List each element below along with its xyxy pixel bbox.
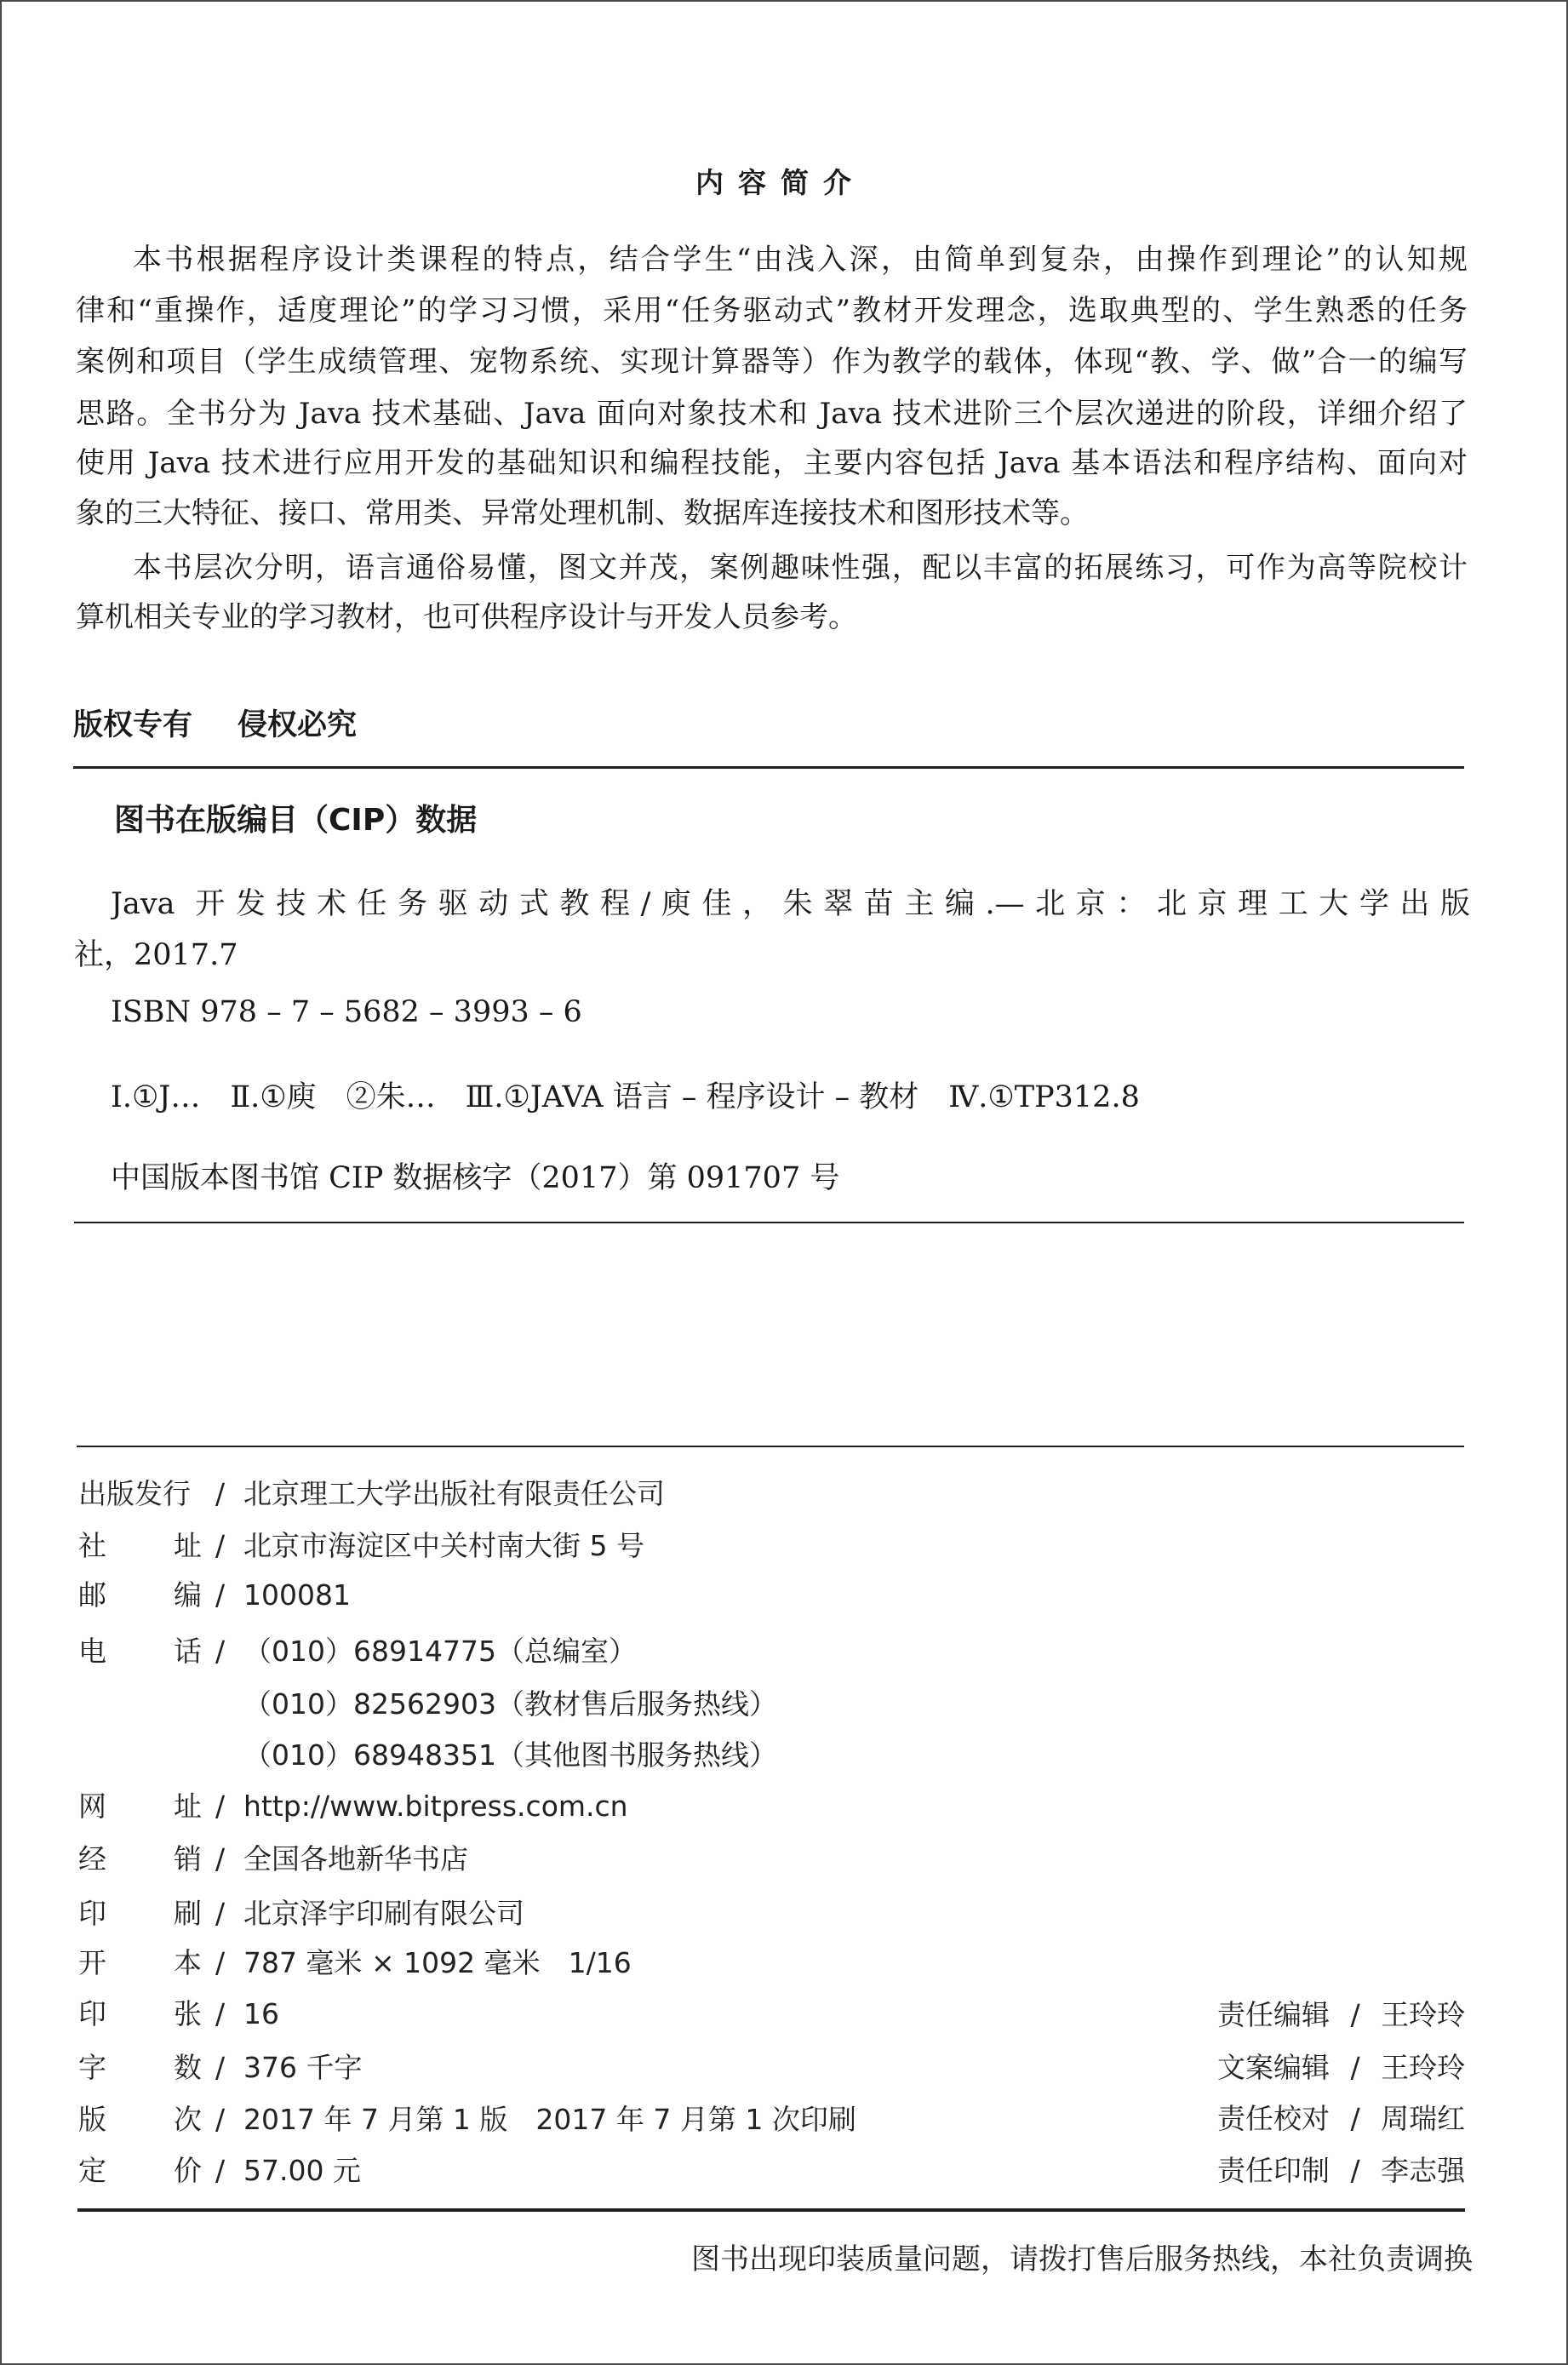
cip-verification-number: 中国版本图书馆 CIP 数据核字（2017）第 091707 号	[111, 1161, 840, 1195]
row-label: 刷	[174, 1897, 202, 1930]
summary-paragraph-line: 本书根据程序设计类课程的特点，结合学生“由浅入深，由简单到复杂，由操作到理论”的认知规	[133, 243, 1468, 277]
row-value: 787 毫米 × 1092 毫米 1/16	[243, 1946, 632, 1979]
summary-paragraph-line: 使用 Java 技术进行应用开发的基础知识和编程技能，主要内容包括 Java 基本语法和程序结构、面向对	[76, 446, 1468, 480]
publisher-row	[2, 1679, 1568, 1730]
row-value: 100081	[243, 1578, 351, 1612]
summary-paragraph-line: 思路。全书分为 Java 技术基础、Java 面向对象技术和 Java 技术进阶三个层次递进的阶段，详细介绍了	[76, 397, 1468, 431]
row-label: 网	[78, 1789, 106, 1823]
row-label: 出版发行	[78, 1477, 191, 1510]
row-value: 全国各地新华书店	[243, 1842, 468, 1875]
row-value: 北京市海淀区中关村南大街 5 号	[243, 1529, 644, 1562]
cip-isbn: ISBN 978 – 7 – 5682 – 3993 – 6	[111, 995, 582, 1029]
row-label: 印	[78, 1897, 106, 1930]
staff-separator: /	[1350, 2154, 1360, 2187]
divider-rule	[77, 2208, 1465, 2212]
cip-classification: Ⅰ.①J… Ⅱ.①庾 ②朱… Ⅲ.①JAVA 语言 – 程序设计 – 教材 Ⅳ.①TP312.8	[111, 1080, 1140, 1114]
row-label: 本	[174, 1946, 202, 1979]
summary-paragraph-line: 本书层次分明，语言通俗易懂，图文并茂，案例趣味性强，配以丰富的拓展练习，可作为高等院校计	[133, 551, 1468, 585]
publisher-row	[2, 1570, 1568, 1621]
row-label: 版	[78, 2103, 106, 2136]
row-value: 376 千字	[243, 2051, 363, 2084]
row-label: 开	[78, 1946, 106, 1979]
summary-paragraph-line: 律和“重操作，适度理论”的学习习惯，采用“任务驱动式”教材开发理念，选取典型的、学生熟悉的任务	[76, 294, 1468, 328]
row-value: 16	[243, 1997, 279, 2030]
row-label: 社	[78, 1529, 106, 1562]
row-label: 价	[174, 2154, 202, 2187]
row-label: 字	[78, 2051, 106, 2084]
row-label: 经	[78, 1842, 106, 1875]
row-label: 次	[174, 2103, 202, 2136]
staff-role: 文案编辑	[1217, 2051, 1330, 2084]
cip-title-line: Java 开发技术任务驱动式教程/庾佳，朱翠苗主编.—北京：北京理工大学出版	[111, 887, 1470, 921]
staff-credit	[1217, 1990, 1465, 2041]
divider-rule	[77, 1446, 1464, 1447]
row-value: （010）68948351（其他图书服务热线）	[243, 1738, 777, 1772]
row-separator: /	[215, 1635, 226, 1668]
staff-name: 王玲玲	[1381, 2051, 1466, 2084]
copyright-notice: 版权专有	[73, 708, 193, 742]
row-separator: /	[215, 1529, 226, 1562]
row-separator: /	[215, 2154, 226, 2187]
publisher-row	[2, 1730, 1568, 1781]
staff-name: 李志强	[1381, 2154, 1466, 2187]
staff-separator: /	[1350, 1998, 1360, 2031]
row-separator: /	[215, 1789, 226, 1823]
publisher-row	[2, 1938, 1568, 1989]
row-label: 数	[174, 2051, 202, 2084]
staff-credit	[1217, 2042, 1465, 2093]
row-value: 57.00 元	[243, 2154, 361, 2187]
row-separator: /	[215, 1477, 226, 1510]
row-value: 2017 年 7 月第 1 版 2017 年 7 月第 1 次印刷	[243, 2103, 856, 2136]
infringement-notice: 侵权必究	[237, 708, 358, 742]
row-label: 话	[174, 1635, 202, 1668]
divider-rule	[74, 1222, 1464, 1223]
row-label: 址	[174, 1529, 202, 1562]
cip-title-line: 社，2017.7	[74, 938, 238, 972]
row-label: 电	[78, 1635, 106, 1668]
summary-paragraph-line: 象的三大特征、接口、常用类、异常处理机制、数据库连接技术和图形技术等。	[76, 496, 1089, 530]
publisher-row	[2, 1626, 1568, 1677]
website-link: http://www.bitpress.com.cn	[243, 1789, 628, 1823]
row-value: 北京泽宇印刷有限公司	[243, 1897, 524, 1930]
row-label: 印	[78, 1997, 106, 2030]
row-separator: /	[215, 1842, 226, 1875]
staff-name: 王玲玲	[1381, 1998, 1466, 2031]
row-separator: /	[215, 1997, 226, 2030]
row-separator: /	[215, 2103, 226, 2136]
publisher-row	[2, 1469, 1568, 1520]
row-value: （010）82562903（教材售后服务热线）	[243, 1687, 777, 1721]
staff-name: 周瑞红	[1381, 2102, 1466, 2135]
staff-role: 责任编辑	[1217, 1998, 1330, 2031]
publisher-row	[2, 1781, 1568, 1832]
row-label: 张	[174, 1997, 202, 2030]
divider-rule	[73, 766, 1464, 769]
staff-role: 责任校对	[1217, 2102, 1330, 2135]
summary-paragraph-line: 算机相关专业的学习教材，也可供程序设计与开发人员参考。	[76, 600, 857, 634]
staff-separator: /	[1350, 2051, 1360, 2084]
summary-paragraph-line: 案例和项目（学生成绩管理、宠物系统、实现计算器等）作为教学的载体，体现“教、学、做”合一的编写	[76, 345, 1468, 379]
row-value: （010）68914775（总编室）	[243, 1635, 637, 1668]
row-label: 邮	[78, 1578, 106, 1612]
quality-notice: 图书出现印装质量问题，请拨打售后服务热线，本社负责调换	[691, 2242, 1473, 2276]
row-label: 定	[78, 2154, 106, 2187]
staff-credit	[1217, 2145, 1465, 2196]
publisher-row	[2, 1520, 1568, 1572]
staff-credit	[1217, 2093, 1465, 2145]
row-separator: /	[215, 1897, 226, 1930]
row-separator: /	[215, 2051, 226, 2084]
row-label: 编	[174, 1578, 202, 1612]
row-separator: /	[215, 1946, 226, 1979]
staff-role: 责任印制	[1217, 2154, 1330, 2187]
row-label: 销	[174, 1842, 202, 1875]
summary-title: 内容简介	[695, 166, 866, 199]
cip-heading: 图书在版编目（CIP）数据	[114, 803, 478, 838]
staff-separator: /	[1350, 2102, 1360, 2135]
publisher-row	[2, 1888, 1568, 1939]
row-separator: /	[215, 1578, 226, 1612]
publisher-row	[2, 1834, 1568, 1885]
row-value: 北京理工大学出版社有限责任公司	[243, 1477, 665, 1510]
row-label: 址	[174, 1789, 202, 1823]
